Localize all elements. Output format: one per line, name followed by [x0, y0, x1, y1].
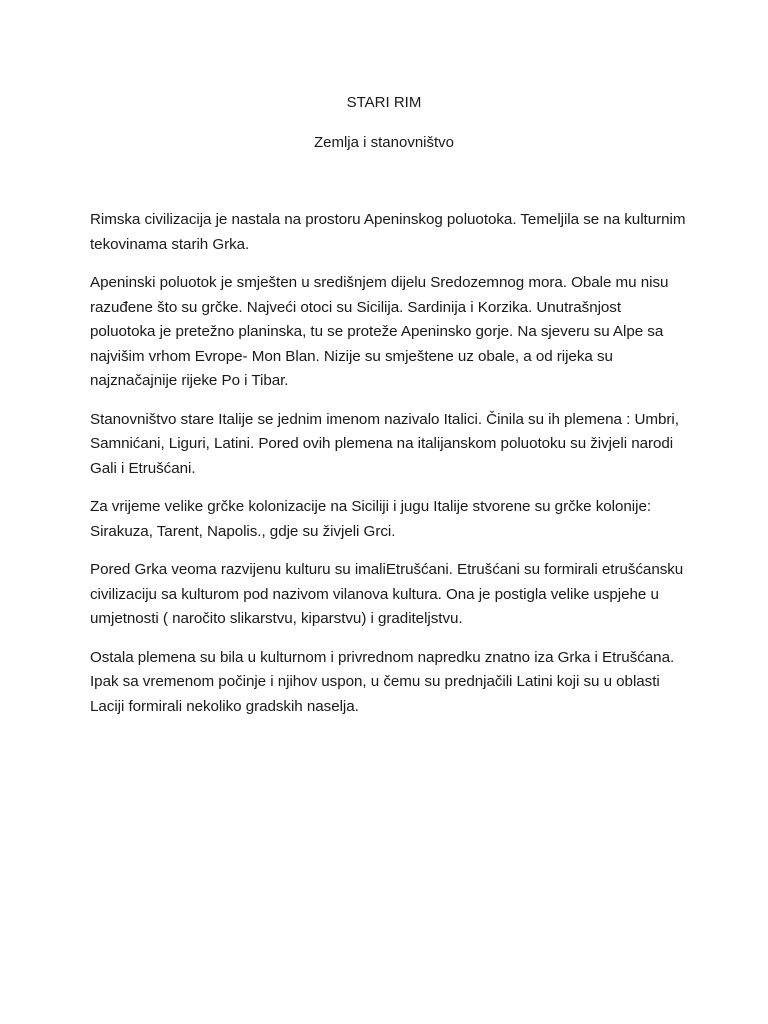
paragraph-4: Za vrijeme velike grčke kolonizacije na Siciliji i jugu Italije stvorene su grčke kolonije: Sirakuza, Tarent, Napolis., gdje su živjeli Grci. — [90, 498, 652, 540]
paragraph-1: Rimska civilizacija je nastala na prostoru Apeninskog poluotoka. Temeljila se na kulturnim tekovinama starih Grka. — [90, 211, 686, 253]
document-title: STARI RIM — [346, 94, 422, 111]
document-body — [90, 208, 690, 733]
paragraph-5: Pored Grka veoma razvijenu kulturu su imaliEtrušćani. Etrušćani su formirali etrušćansku civilizaciju sa kulturom pod nazivom vilanova kultura. Ona je postigla velike uspjehe u umjetnosti ( naročito slikarstvu, kiparstvu) i graditeljstvu. — [90, 561, 684, 627]
paragraph-3: Stanovništvo stare Italije se jednim imenom nazivalo Italici. Činila su ih plemena : Umbri, Samnićani, Liguri, Latini. Pored ovih plemena na italijanskom poluotoku su živjeli narodi Gali i Etrušćani. — [90, 410, 679, 477]
paragraph-6: Ostala plemena su bila u kulturnom i privrednom napredku znatno iza Grka i Etrušćana. Ipak sa vremenom počinje i njihov uspon, u čemu su prednjačili Latini koji su u oblasti Laciji formirali nekoliko gradskih naselja. — [90, 648, 675, 715]
document-subtitle: Zemlja i stanovništvo — [313, 134, 455, 151]
paragraph-2: Apeninski poluotok je smješten u središnjem dijelu Sredozemnog mora. Obale mu nisu razuđene što su grčke. Najveći otoci su Sicilija. Sardinija i Korzika. Unutrašnjost poluotoka je pretežno planinska, tu se proteže Apeninsko gorje. Na sjeveru su Alpe sa najvišim vrhom Evrope- Mon Blan. Nizije su smještene uz obale, a od rijeka su najznačajnije rijeke Po i Tibar. — [90, 274, 669, 389]
